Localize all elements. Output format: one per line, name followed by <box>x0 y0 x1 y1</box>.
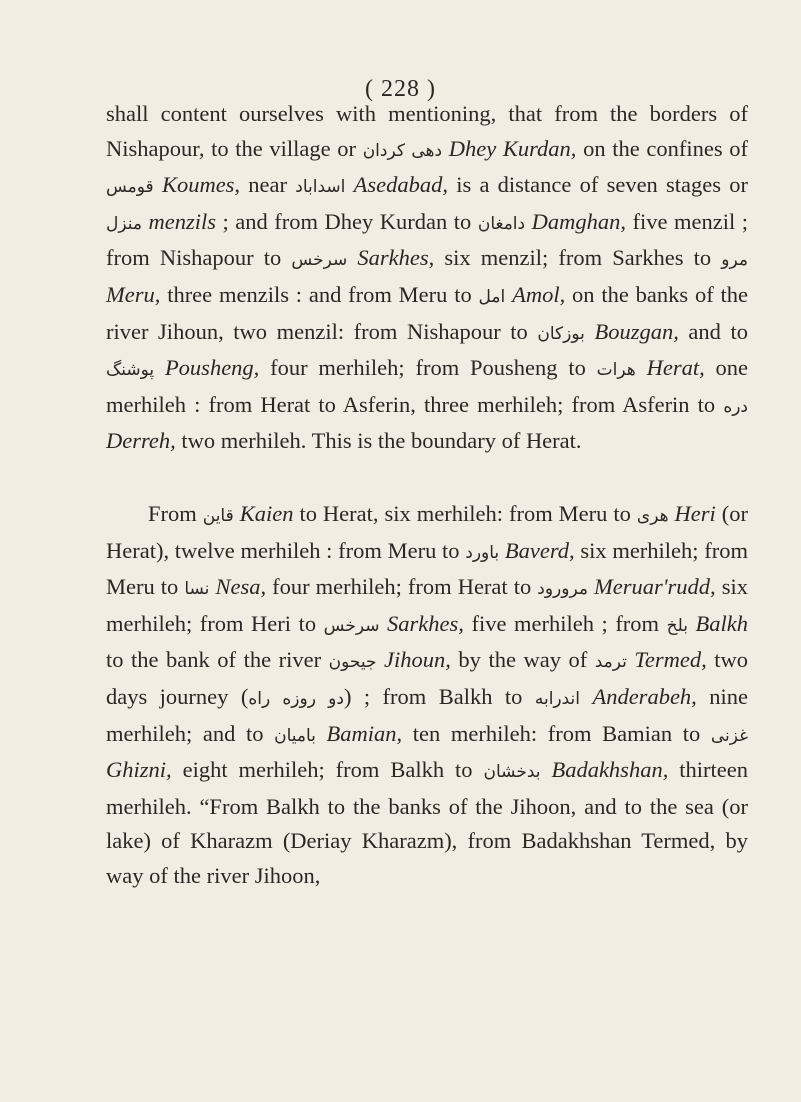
transliteration: Sarkhes, <box>357 245 435 271</box>
transliteration: Asedabad, <box>353 172 448 198</box>
text-run: four merhileh; from Herat to <box>266 574 538 600</box>
transliteration: Kaien <box>239 500 294 526</box>
text-run: shall content ourselves with mentioning, that from the borders of Nishapour, to the village or <box>106 101 748 161</box>
text-run: and to <box>678 318 748 344</box>
text-run: is a distance of seven stages or <box>447 172 749 198</box>
text-run: three menzils : and from Meru to <box>160 281 479 307</box>
transliteration: Dhey Kurdan, <box>448 135 577 161</box>
transliteration: Badakhshan, <box>551 757 669 783</box>
arabic-term: بلخ <box>666 615 688 636</box>
arabic-term: قاین <box>202 505 234 526</box>
transliteration: Nesa, <box>215 574 267 600</box>
arabic-term: قومس <box>106 177 154 198</box>
page-number: ( 228 ) <box>365 76 436 102</box>
arabic-term: باورد <box>465 542 500 563</box>
transliteration: Amol, <box>512 281 566 307</box>
paragraph-1 <box>106 97 748 459</box>
arabic-term: دهی کردان <box>362 140 443 161</box>
arabic-term: امل <box>478 286 506 307</box>
transliteration: Bouzgan, <box>594 318 679 344</box>
transliteration: Balkh <box>695 610 748 636</box>
transliteration: Koumes, <box>161 172 241 198</box>
arabic-term: سرخس <box>323 615 380 636</box>
text-run: two days journey ( <box>106 647 749 709</box>
text-run: ) ; from Balkh to <box>343 683 535 709</box>
paragraph-2 <box>106 497 748 894</box>
arabic-term: بوزکان <box>537 323 585 344</box>
text-run: by the way of <box>450 647 595 673</box>
text-run: five menzil ; from Nishapour to <box>106 208 749 271</box>
text-run: two merhileh. This is the boundary of Herat. <box>175 428 582 454</box>
text-run: (or Herat), twelve merhileh : from Meru to <box>106 500 748 563</box>
transliteration: Pousheng, <box>164 355 260 381</box>
arabic-term: دو روزه راه <box>248 688 344 709</box>
text-run: From <box>148 500 203 526</box>
arabic-term: غزنی <box>710 725 748 746</box>
arabic-term: هری <box>636 505 669 526</box>
transliteration: Meruar'rudd, <box>594 574 716 600</box>
arabic-term: منزل <box>106 213 142 234</box>
text-run: thirteen merhileh. “From Balkh to the banks of the Jihoon, and to the sea (or lake) of Kharazm (Deriay Kharazm), from Badakhshan Termed, by way of the river Jihoon, <box>106 757 748 888</box>
body-text <box>106 97 748 893</box>
transliteration: Sarkhes, <box>387 610 464 636</box>
arabic-term: مرورود <box>537 579 588 600</box>
transliteration: Anderabeh, <box>592 683 697 709</box>
arabic-term: اسداباد <box>295 177 346 198</box>
arabic-term: اندرابه <box>534 688 581 709</box>
text-run: six merhileh; from Heri to <box>106 574 748 636</box>
text-run: near <box>240 172 296 198</box>
text-run: five merhileh ; from <box>463 610 667 636</box>
transliteration: Bamian, <box>326 720 403 746</box>
transliteration: Termed, <box>634 647 707 673</box>
transliteration: Derreh, <box>106 428 176 454</box>
arabic-term: هرات <box>596 360 636 381</box>
text-run: to Herat, six merhileh: from Meru to <box>293 500 637 526</box>
arabic-term: جیحون <box>328 652 377 673</box>
arabic-term: دره <box>723 396 748 417</box>
text-run: nine merhileh; and to <box>106 683 748 746</box>
arabic-term: دامغان <box>477 213 526 234</box>
text-run: eight merhileh; from Balkh to <box>171 757 484 783</box>
arabic-term: ترمد <box>594 652 627 673</box>
text-run: one merhileh : from Herat to Asferin, three merhileh; from Asferin to <box>106 355 749 417</box>
text-run: on the confines of <box>576 135 748 161</box>
transliteration: Ghizni, <box>106 757 172 783</box>
transliteration: menzils <box>148 208 216 234</box>
transliteration: Baverd, <box>504 537 575 563</box>
text-run: six menzil; from Sarkhes to <box>434 245 722 271</box>
text-run: ; and from Dhey Kurdan to <box>216 208 478 234</box>
text-run: six merhileh; from Meru to <box>106 537 748 600</box>
arabic-term: نسا <box>184 579 210 600</box>
text-run: ten merhileh: from Bamian to <box>402 720 711 746</box>
arabic-term: سرخس <box>291 250 348 271</box>
transliteration: Jihoun, <box>384 647 451 673</box>
transliteration: Heri <box>674 500 716 526</box>
transliteration: Meru, <box>106 281 161 307</box>
text-run: four merhileh; from Pousheng to <box>259 355 597 381</box>
transliteration: Herat, <box>646 355 705 381</box>
text-run: to the bank of the river <box>106 647 329 673</box>
text-run: on the banks of the river Jihoun, two menzil: from Nishapour to <box>106 281 748 344</box>
arabic-term: بدخشان <box>483 762 541 783</box>
arabic-term: پوشنگ <box>106 360 155 381</box>
transliteration: Damghan, <box>531 208 626 234</box>
arabic-term: مرو <box>721 250 748 271</box>
arabic-term: باميان <box>274 725 316 746</box>
